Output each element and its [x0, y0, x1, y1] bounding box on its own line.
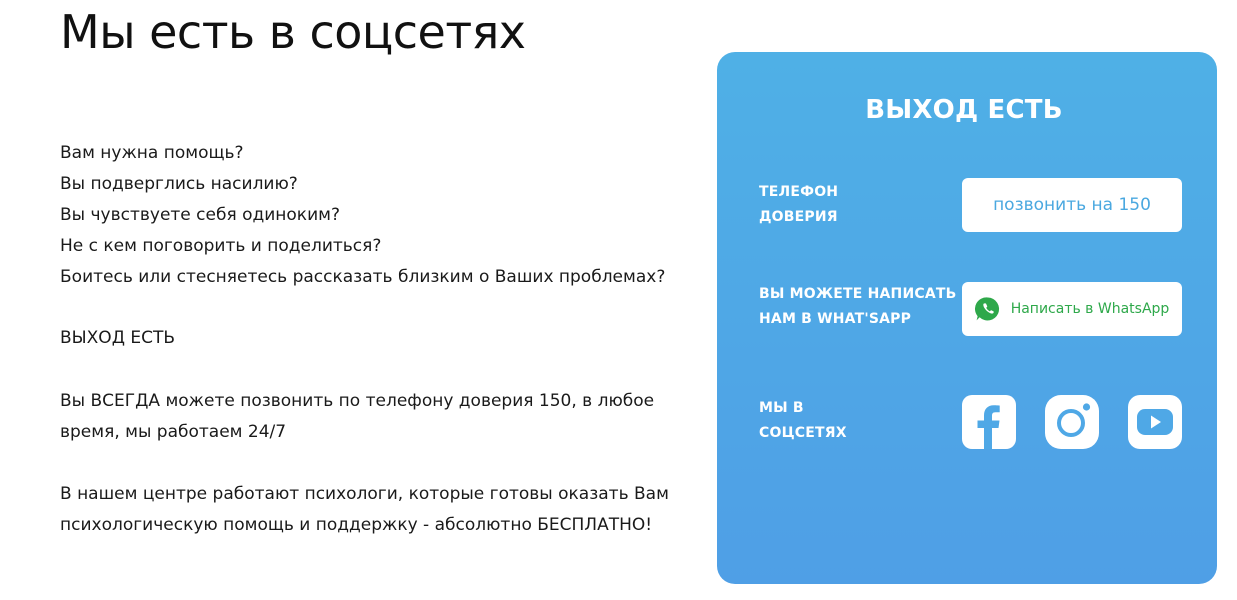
help-panel — [717, 52, 1217, 584]
whatsapp-button-label: Написать в WhatsApp — [1010, 301, 1170, 317]
whatsapp-button[interactable] — [962, 282, 1182, 336]
question-line: Вы подверглись насилию? — [60, 174, 298, 194]
phone-label-line: ДОВЕРИЯ — [759, 209, 838, 225]
question-line: Боитесь или стесняетесь рассказать близким о Ваших проблемах? — [60, 267, 666, 287]
call-paragraph — [60, 386, 680, 448]
panel-title: ВЫХОД ЕСТЬ — [865, 95, 1063, 125]
social-label-line: МЫ В — [759, 400, 804, 416]
center-paragraph-line: В нашем центре работают психологи, которые готовы оказать Вам — [60, 484, 669, 504]
question-line: Вы чувствуете себя одиноким? — [60, 205, 340, 225]
page-title: Мы есть в соцсетях — [60, 5, 526, 59]
facebook-icon[interactable] — [962, 395, 1016, 449]
whatsapp-icon — [975, 296, 1001, 322]
call-150-button[interactable] — [962, 178, 1182, 232]
call-paragraph-line: время, мы работаем 24/7 — [60, 422, 287, 442]
social-label-line: СОЦСЕТЯХ — [759, 425, 847, 441]
youtube-icon[interactable] — [1128, 395, 1182, 449]
exit-text — [60, 323, 680, 354]
questions-block — [60, 138, 680, 293]
call-150-button-label: позвонить на 150 — [993, 195, 1151, 215]
whatsapp-label-line: ВЫ МОЖЕТЕ НАПИСАТЬ — [759, 286, 957, 302]
call-paragraph-line: Вы ВСЕГДА можете позвонить по телефону доверия 150, в любое — [60, 391, 655, 411]
question-line: Не с кем поговорить и поделиться? — [60, 236, 382, 256]
center-paragraph-line: психологическую помощь и поддержку - абсолютно БЕСПЛАТНО! — [60, 515, 653, 535]
social-label — [759, 396, 847, 446]
instagram-icon[interactable] — [1045, 395, 1099, 449]
phone-label — [759, 180, 838, 230]
exit-text-line: ВЫХОД ЕСТЬ — [60, 328, 176, 348]
question-line: Вам нужна помощь? — [60, 143, 244, 163]
whatsapp-label — [759, 282, 957, 332]
center-paragraph — [60, 479, 680, 541]
phone-label-line: ТЕЛЕФОН — [759, 184, 839, 200]
whatsapp-label-line: НАМ В WHAT'SAPP — [759, 311, 912, 327]
